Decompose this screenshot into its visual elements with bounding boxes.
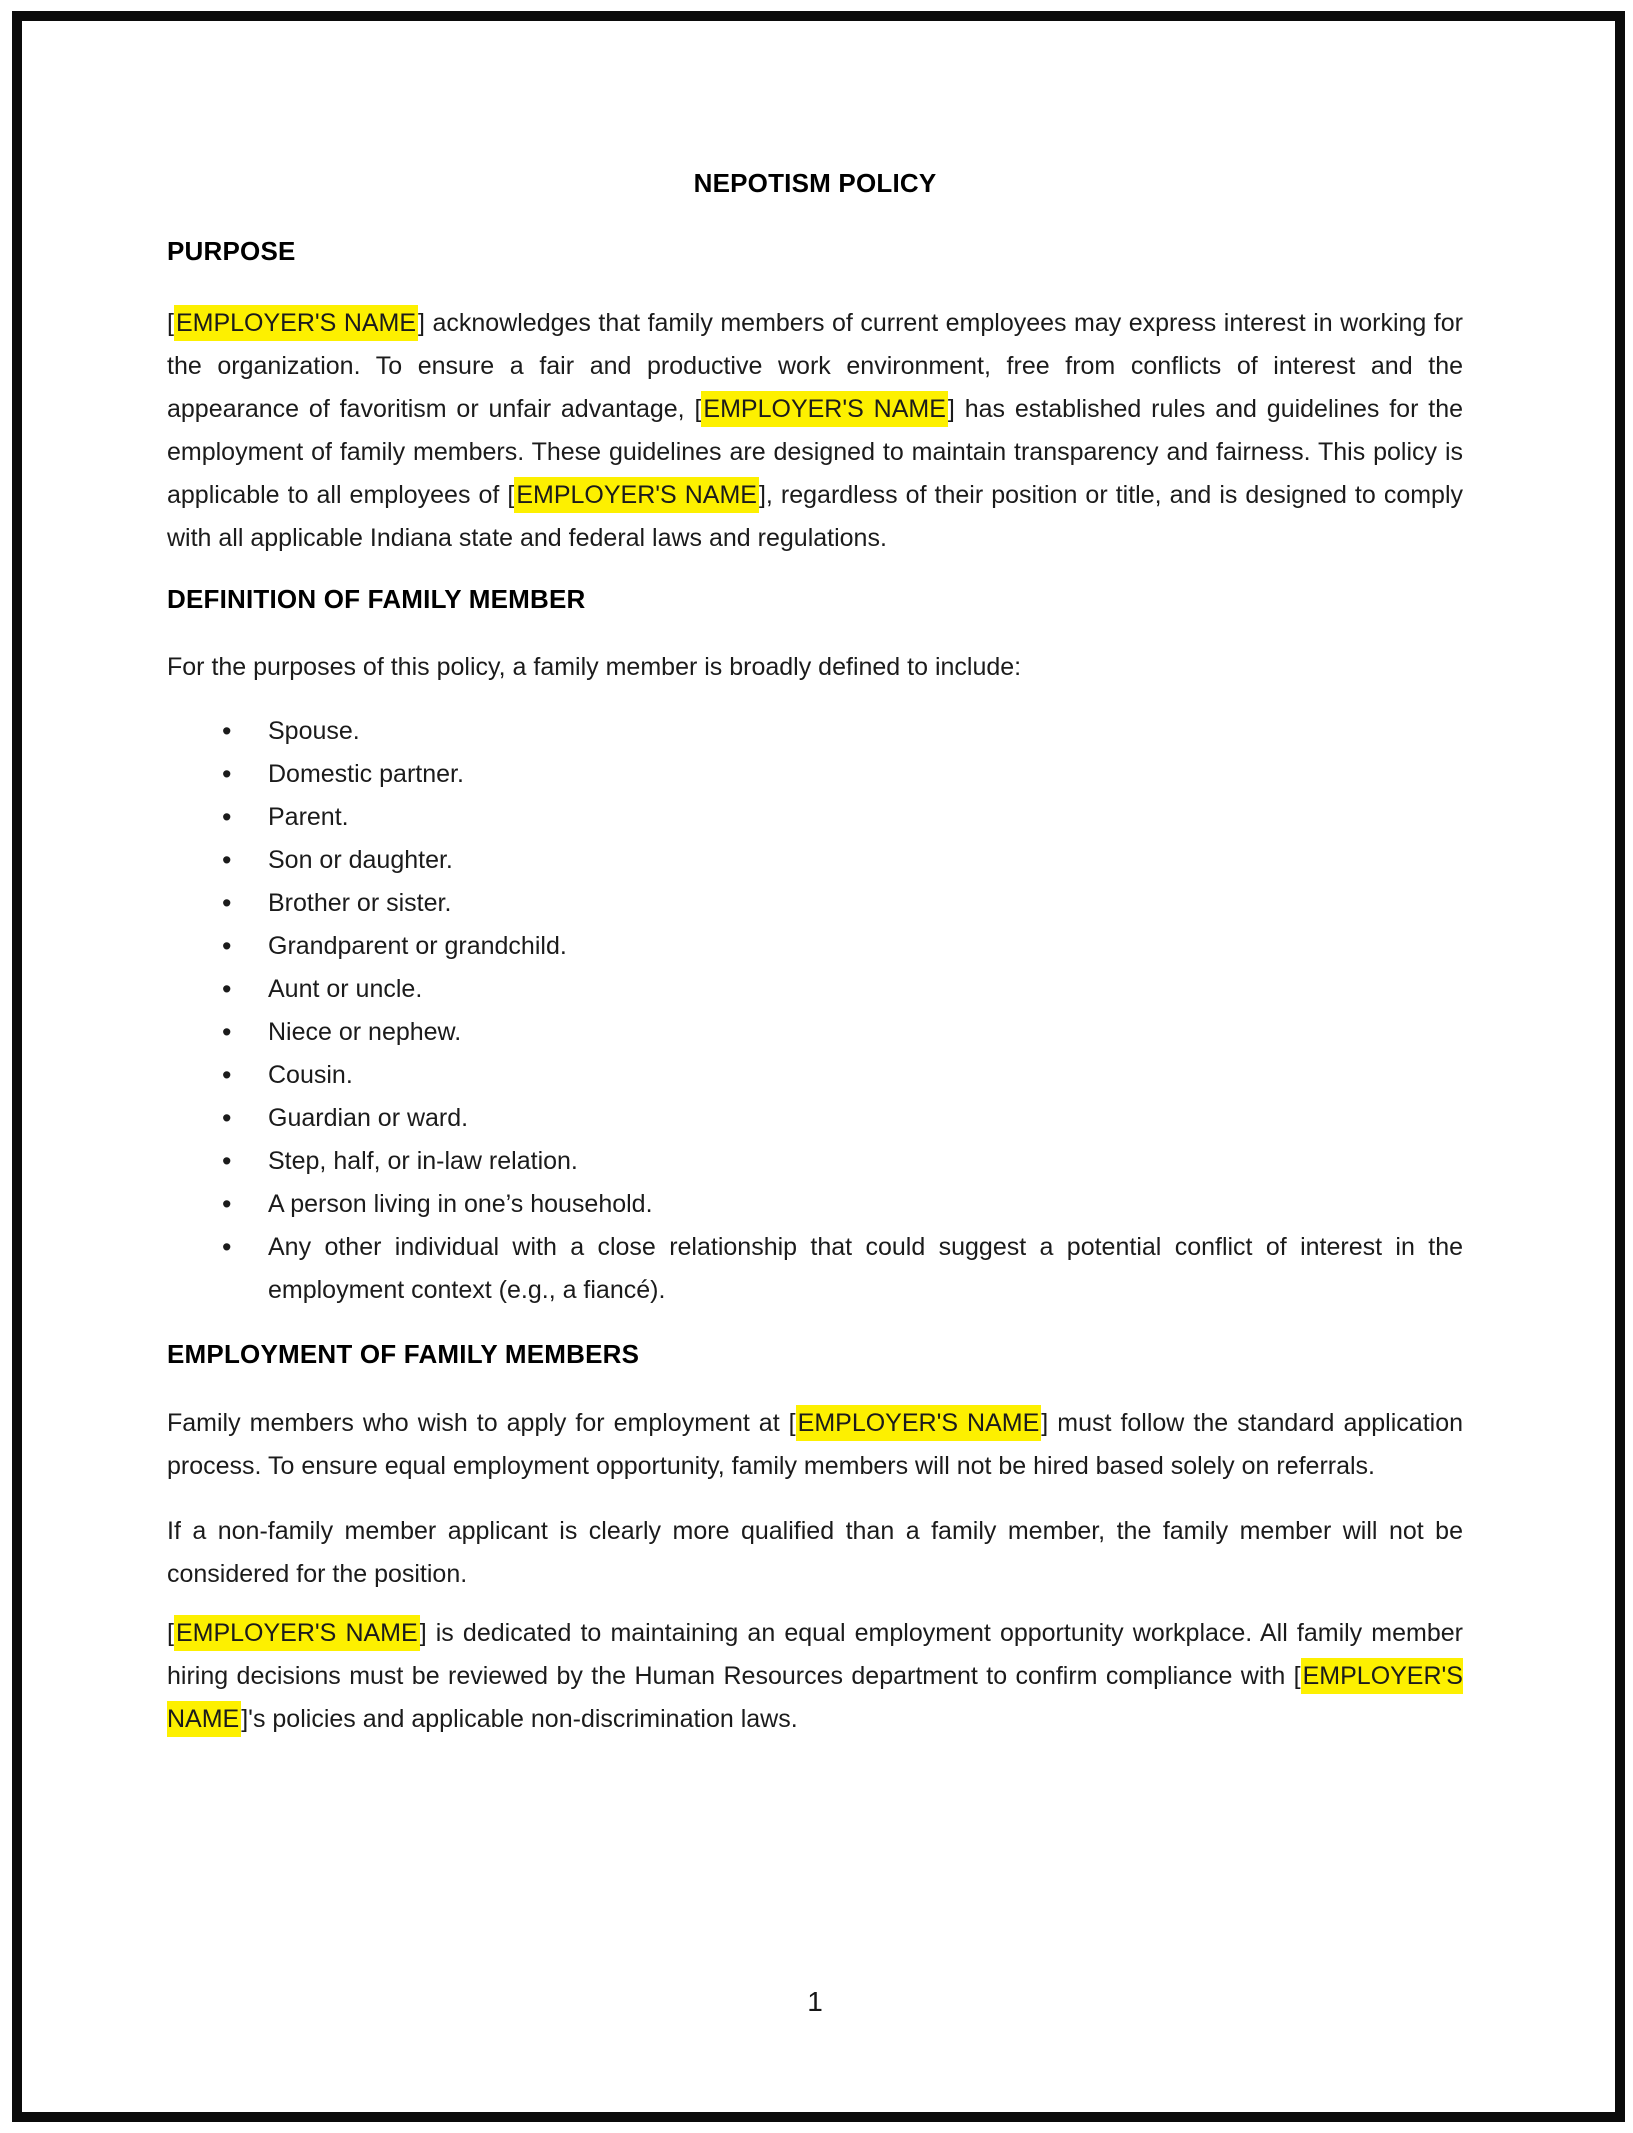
- family-member-item: • Brother or sister.: [167, 882, 1463, 925]
- paragraph-text: ] is dedicated to maintaining an equal employment opportunity workplace. All family member hiring decisions must be reviewed by the Human Resources department to confirm compliance with [: [167, 1619, 1463, 1690]
- family-member-list: [167, 710, 1463, 1312]
- paragraph-text: ] acknowledges that family members of current employees may express interest in working for the organization. To ensure a fair and productive work environment, free from conflicts of interest and the appearance of favoritism or unfair advantage, [: [167, 309, 1463, 423]
- paragraph-text: ] has established rules and guidelines for the employment of family members. These guidelines are designed to maintain transparency and fairness. This policy is applicable to all employees of [: [167, 395, 1464, 509]
- employer-name-highlight: EMPLOYER'S NAME: [514, 477, 759, 513]
- section-heading-employment: EMPLOYMENT OF FAMILY MEMBERS: [167, 1339, 640, 1369]
- paragraph-text: [: [167, 309, 174, 337]
- family-member-item: • Guardian or ward.: [167, 1097, 1463, 1140]
- employer-name-highlight: EMPLOYER'S NAME: [174, 1615, 420, 1651]
- employer-name-highlight: EMPLOYER'S NAME: [174, 305, 418, 341]
- section-heading-purpose: PURPOSE: [167, 236, 296, 266]
- paragraph-text: ], regardless of their position or title, and is designed to comply with all applicable Indiana state and federal laws and regulations.: [167, 481, 1464, 552]
- document-content: [167, 0, 1463, 1741]
- family-member-item: • Grandparent or grandchild.: [167, 925, 1463, 968]
- family-member-item: • Cousin.: [167, 1054, 1463, 1097]
- family-member-item: • Any other individual with a close relationship that could suggest a potential conflict of interest in the employment context (e.g., a fiancé).: [167, 1226, 1463, 1312]
- section-heading-definition: DEFINITION OF FAMILY MEMBER: [167, 584, 586, 614]
- family-member-item: • Parent.: [167, 796, 1463, 839]
- employer-name-highlight: EMPLOYER'S NAME: [167, 1658, 1463, 1737]
- family-member-item: • Spouse.: [167, 710, 1463, 753]
- employment-paragraph-3: [167, 1612, 1463, 1741]
- paragraph-text: For the purposes of this policy, a family member is broadly defined to include:: [167, 653, 1022, 681]
- employment-paragraph-1: [167, 1402, 1463, 1488]
- family-member-item: • A person living in one’s household.: [167, 1183, 1463, 1226]
- family-member-item: • Domestic partner.: [167, 753, 1463, 796]
- paragraph-text: Family members who wish to apply for employment at [: [167, 1409, 796, 1437]
- paragraph-text: ]'s policies and applicable non-discrimination laws.: [241, 1705, 798, 1733]
- employer-name-highlight: EMPLOYER'S NAME: [796, 1405, 1042, 1441]
- purpose-paragraph: [167, 302, 1463, 560]
- employer-name-highlight: EMPLOYER'S NAME: [701, 391, 947, 427]
- family-member-item: • Aunt or uncle.: [167, 968, 1463, 1011]
- paragraph-text: [: [167, 1619, 174, 1647]
- document-title: NEPOTISM POLICY: [693, 168, 937, 198]
- definition-intro-paragraph: [167, 646, 1463, 689]
- family-member-item: • Step, half, or in-law relation.: [167, 1140, 1463, 1183]
- paragraph-text: ] must follow the standard application process. To ensure equal employment opportunity, family members will not be hired based solely on referrals.: [167, 1409, 1464, 1480]
- page-number: 1: [807, 1986, 823, 2017]
- employment-paragraph-2: [167, 1510, 1463, 1596]
- family-member-item: • Son or daughter.: [167, 839, 1463, 882]
- family-member-item: • Niece or nephew.: [167, 1011, 1463, 1054]
- paragraph-text: If a non-family member applicant is clearly more qualified than a family member, the family member will not be considered for the position.: [167, 1517, 1463, 1588]
